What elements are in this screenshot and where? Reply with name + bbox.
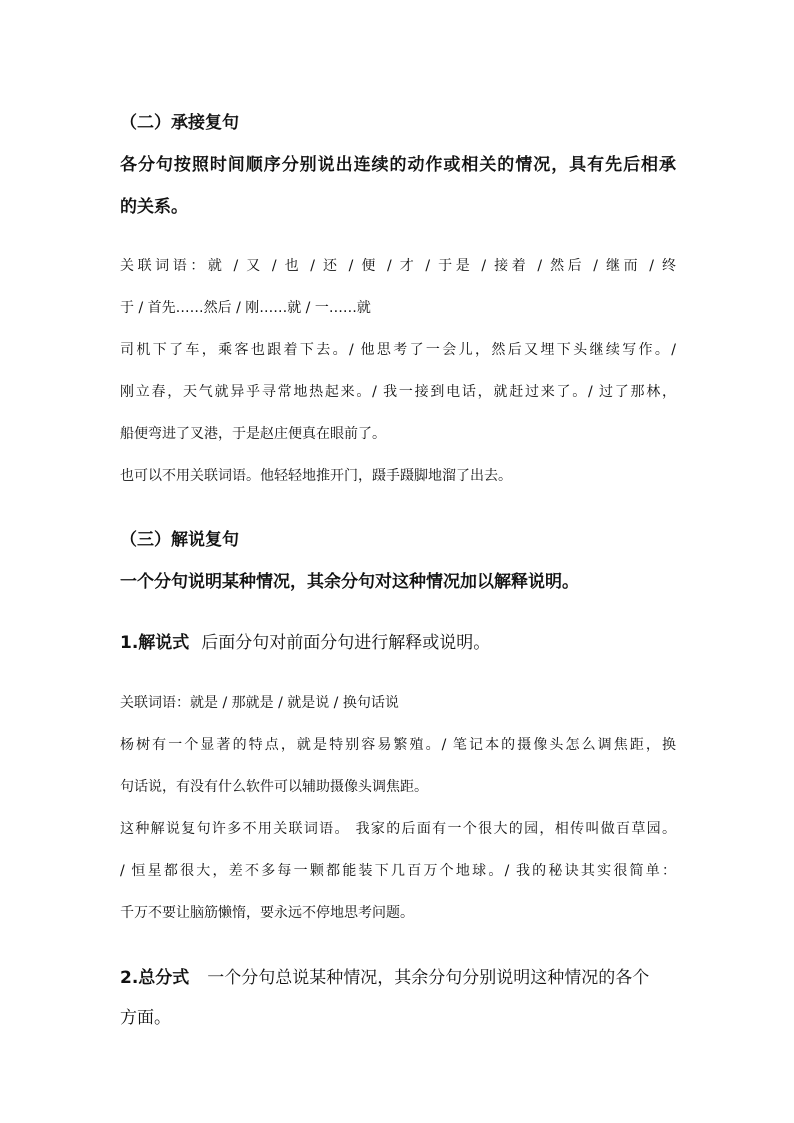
example-line-5: 千万不要让脑筋懒惰，要永远不停地思考问题。 <box>120 905 414 921</box>
conjunctions-line: 关联词语：就是 / 那就是 / 就是说 / 换句话说 <box>120 695 399 711</box>
example-line-4: / 恒星都很大，差不多每一颗都能装下几百万个地球。/ 我的秘诀其实很简单： <box>120 863 676 879</box>
subtype-description-line-2: 方面。 <box>120 1008 171 1028</box>
example-line-2: 句话说，有没有什么软件可以辅助摄像头调焦距。 <box>120 779 428 795</box>
conjunctions-line-2: 于 / 首先……然后 / 刚……就 / 一……就 <box>120 300 371 316</box>
section-heading-jieshuo: （三）解说复句 <box>120 530 239 550</box>
example-line-3: 船便弯进了叉港，于是赵庄便真在眼前了。 <box>120 426 386 442</box>
section-definition-jieshuo: 一个分句说明某种情况，其余分句对这种情况加以解释说明。 <box>120 572 579 592</box>
subtype-description: 后面分句对前面分句进行解释或说明。 <box>201 633 491 653</box>
section-definition-line-2: 的关系。 <box>120 197 188 217</box>
subtype-jieshuoshi <box>120 628 490 653</box>
section-heading-chengjie: （二）承接复句 <box>120 113 239 133</box>
subtype-zongfenshi <box>120 963 649 988</box>
subtype-description: 一个分句总说某种情况，其余分句分别说明这种情况的各个 <box>207 968 650 988</box>
example-line-1: 杨树有一个显著的特点，就是特别容易繁殖。/ 笔记本的摄像头怎么调焦距，换 <box>120 737 676 753</box>
section-definition-line-1: 各分句按照时间顺序分别说出连续的动作或相关的情况，具有先后相承 <box>120 155 676 175</box>
subtype-label: 1.解说式 <box>120 633 190 653</box>
example-line-2: 刚立春，天气就异乎寻常地热起来。/ 我一接到电话，就赶过来了。/ 过了那林， <box>120 384 676 400</box>
example-line-1: 司机下了车，乘客也跟着下去。/ 他思考了一会儿，然后又埋下头继续写作。/ <box>120 342 676 358</box>
example-line-3: 这种解说复句许多不用关联词语。 我家的后面有一个很大的园，相传叫做百草园。 <box>120 821 676 837</box>
example-line-4: 也可以不用关联词语。他轻轻地推开门，蹑手蹑脚地溜了出去。 <box>120 468 512 484</box>
conjunctions-line-1: 关联词语：就 / 又 / 也 / 还 / 便 / 才 / 于是 / 接着 / 然后 / 继而 / 终 <box>120 258 676 274</box>
subtype-label: 2.总分式 <box>120 968 190 988</box>
